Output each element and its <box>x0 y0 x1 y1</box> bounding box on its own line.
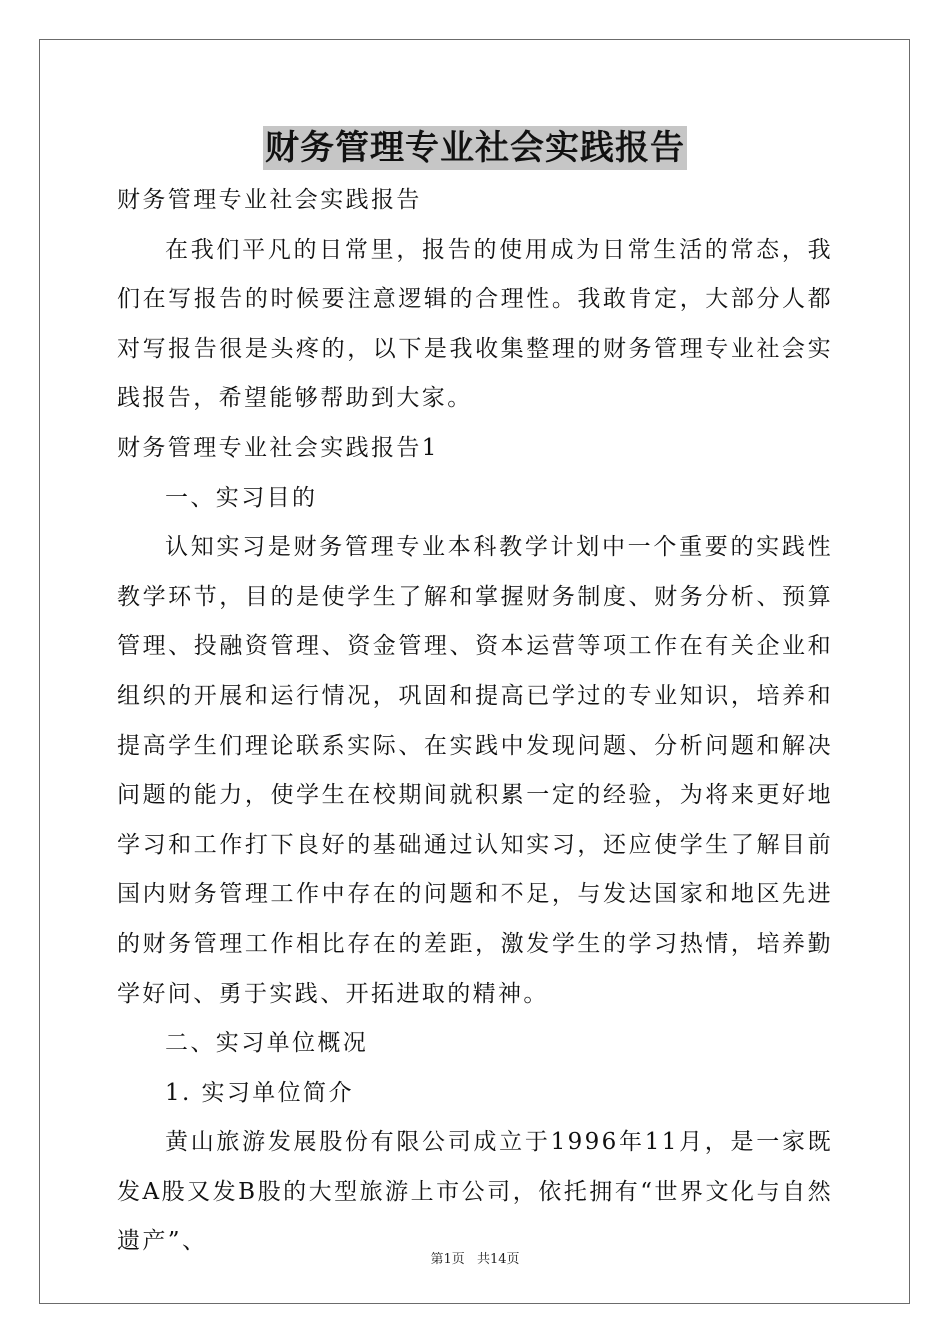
subsection-heading: 一、实习目的 <box>165 484 318 511</box>
subsection-heading: 1. 实习单位简介 <box>165 1079 354 1106</box>
body-paragraph: 认知实习是财务管理专业本科教学计划中一个重要的实践性教学环节，目的是使学生了解和掌握财务制度、财务分析、预算管理、投融资管理、资金管理、资本运营等项工作在有关企业和组织的开展和运行情况，巩固和提高已学过的专业知识，培养和提高学生们理论联系实际、在实践中发现问题、分析问题和解决问题的能力，使学生在校期间就积累一定的经验，为将来更好地学习和工作打下良好的基础通过认知实习，还应使学生了解目前国内财务管理工作中存在的问题和不足，与发达国家和地区先进的财务管理工作相比存在的差距，激发学生的学习热情，培养勤学好问、勇于实践、开拓进取的精神。 <box>117 534 833 1007</box>
document-title: 财务管理专业社会实践报告 <box>265 128 685 168</box>
document-body <box>117 176 833 1267</box>
page-total: 共14页 <box>476 1252 520 1267</box>
page-number: 第1页 <box>430 1252 465 1267</box>
intro-paragraph: 在我们平凡的日常里，报告的使用成为日常生活的常态，我们在写报告的时候要注意逻辑的合理性。我敢肯定，大部分人都对写报告很是头疼的，以下是我收集整理的财务管理专业社会实践报告，希望能够帮助到大家。 <box>117 236 833 412</box>
document-subtitle: 财务管理专业社会实践报告 <box>117 187 422 213</box>
page-footer <box>0 1248 950 1267</box>
section-heading: 财务管理专业社会实践报告1 <box>117 434 439 461</box>
subsection-heading: 二、实习单位概况 <box>165 1030 369 1057</box>
body-paragraph: 黄山旅游发展股份有限公司成立于1996年11月，是一家既发A股又发B股的大型旅游上市公司，依托拥有“世界文化与自然遗产”、 <box>117 1129 833 1255</box>
title-container <box>0 126 950 170</box>
